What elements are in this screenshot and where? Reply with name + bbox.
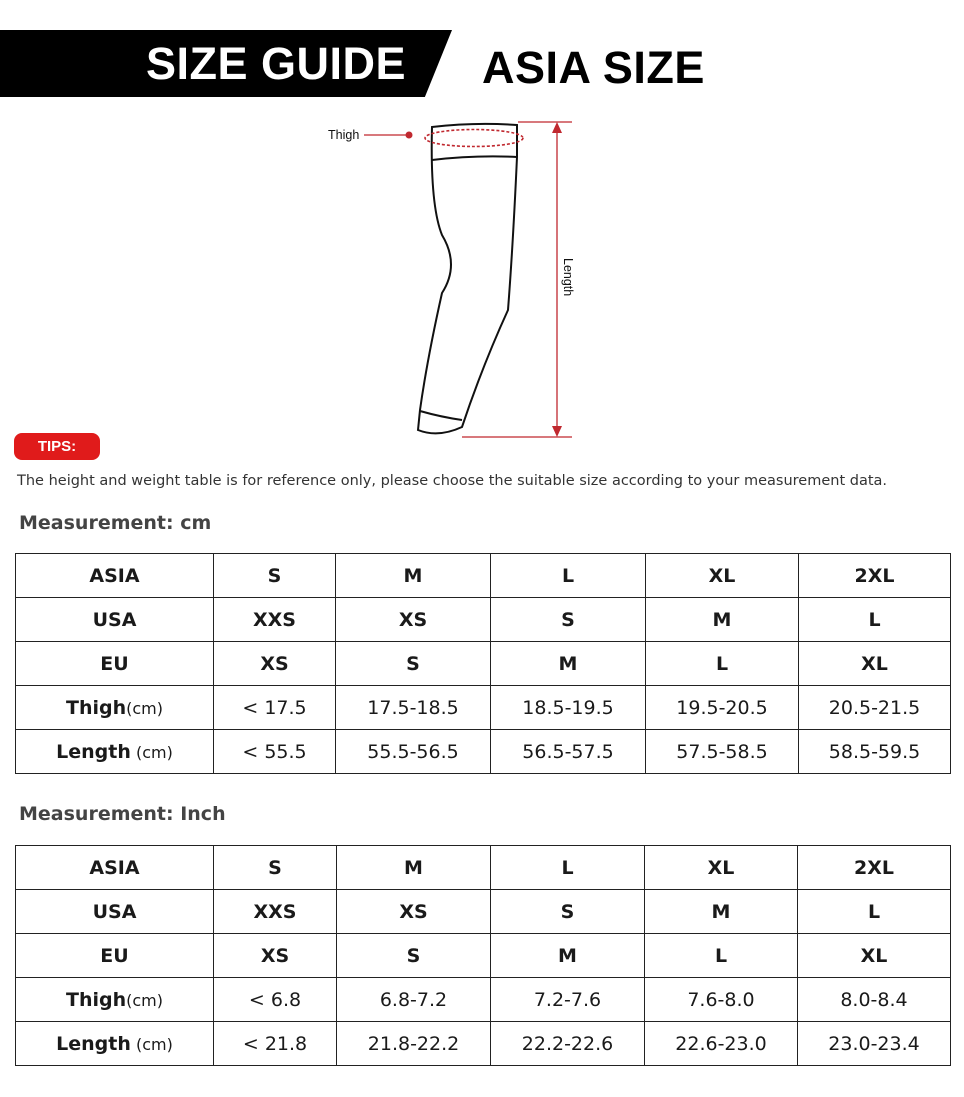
row-label-text: EU: [100, 652, 129, 675]
table-cell: 18.5-19.5: [491, 686, 646, 730]
row-label: [16, 934, 214, 978]
asia-size-title: ASIA SIZE: [482, 42, 705, 93]
table-cell: 55.5-56.5: [336, 730, 491, 774]
table-row: [16, 934, 951, 978]
table-cell: S: [336, 642, 491, 686]
row-label: [16, 686, 214, 730]
table-row: [16, 978, 951, 1022]
table-cell: 23.0-23.4: [798, 1022, 951, 1066]
table-cell: M: [336, 554, 491, 598]
table-cell: S: [214, 846, 337, 890]
table-cell: 58.5-59.5: [799, 730, 951, 774]
table-cell: M: [645, 890, 798, 934]
table-cell: < 55.5: [214, 730, 336, 774]
table-cell: < 21.8: [214, 1022, 337, 1066]
table-cell: 22.6-23.0: [645, 1022, 798, 1066]
table-cell: XXS: [214, 890, 337, 934]
banner-title: SIZE GUIDE: [146, 38, 407, 89]
row-label-text: Length: [56, 740, 131, 763]
table-cell: 8.0-8.4: [798, 978, 951, 1022]
table-cell: 2XL: [799, 554, 951, 598]
table-cell: L: [799, 598, 951, 642]
table-cell: 19.5-20.5: [646, 686, 799, 730]
sleeve-measurement-diagram: [300, 105, 640, 450]
table-cell: 22.2-22.6: [491, 1022, 645, 1066]
table-row: [16, 598, 951, 642]
row-unit: (cm): [126, 990, 163, 1010]
table-cell: 57.5-58.5: [646, 730, 799, 774]
table-cell: S: [491, 598, 646, 642]
table-row: [16, 730, 951, 774]
row-label-text: USA: [92, 608, 137, 631]
tips-notice: The height and weight table is for reference only, please choose the suitable size according to your measurement data.: [17, 473, 888, 489]
table-cell: S: [491, 890, 645, 934]
row-label: [16, 1022, 214, 1066]
row-label: [16, 890, 214, 934]
table-cell: L: [645, 934, 798, 978]
row-label: [16, 730, 214, 774]
table-cell: S: [214, 554, 336, 598]
table-row: [16, 554, 951, 598]
length-arrow-up-icon: [552, 122, 562, 133]
table-cell: M: [491, 934, 645, 978]
length-arrow-down-icon: [552, 426, 562, 437]
table-cell: XS: [337, 890, 491, 934]
row-label: [16, 642, 214, 686]
table-row: [16, 686, 951, 730]
table-cell: L: [798, 890, 951, 934]
row-label: [16, 554, 214, 598]
cm-size-table: [15, 553, 951, 774]
row-label-text: USA: [92, 900, 137, 923]
table-row: [16, 1022, 951, 1066]
row-label-text: ASIA: [89, 856, 140, 879]
row-label-text: Thigh: [65, 696, 127, 719]
table-cell: L: [646, 642, 799, 686]
table-cell: M: [491, 642, 646, 686]
thigh-label: Thigh: [328, 128, 360, 142]
table-cell: 7.2-7.6: [491, 978, 645, 1022]
table-cell: S: [337, 934, 491, 978]
table-cell: < 17.5: [214, 686, 336, 730]
row-label: [16, 598, 214, 642]
table-cell: XS: [336, 598, 491, 642]
row-label-text: EU: [100, 944, 129, 967]
table-row: [16, 642, 951, 686]
row-unit: (cm): [126, 698, 163, 718]
row-label-text: Length: [56, 1032, 131, 1055]
table-cell: XL: [646, 554, 799, 598]
length-label: Length: [561, 258, 575, 297]
table-cell: 21.8-22.2: [337, 1022, 491, 1066]
row-label: [16, 846, 214, 890]
table-cell: 6.8-7.2: [337, 978, 491, 1022]
table-cell: L: [491, 554, 646, 598]
table-cell: XS: [214, 642, 336, 686]
table-cell: 56.5-57.5: [491, 730, 646, 774]
table-cell: 20.5-21.5: [799, 686, 951, 730]
inch-table-title: Measurement: Inch: [19, 803, 226, 825]
row-label-text: ASIA: [89, 564, 140, 587]
row-unit: (cm): [130, 1034, 173, 1054]
table-row: [16, 890, 951, 934]
row-label-text: Thigh: [65, 988, 127, 1011]
cm-table-title: Measurement: cm: [19, 512, 212, 534]
sleeve-outline: [418, 124, 517, 433]
table-cell: XXS: [214, 598, 336, 642]
table-cell: M: [646, 598, 799, 642]
table-cell: 17.5-18.5: [336, 686, 491, 730]
table-cell: XL: [798, 934, 951, 978]
table-cell: XL: [799, 642, 951, 686]
table-cell: < 6.8: [214, 978, 337, 1022]
table-cell: L: [491, 846, 645, 890]
inch-size-table: [15, 845, 951, 1066]
table-cell: M: [337, 846, 491, 890]
table-cell: 7.6-8.0: [645, 978, 798, 1022]
table-cell: XL: [645, 846, 798, 890]
row-unit: (cm): [130, 742, 173, 762]
table-row: [16, 846, 951, 890]
tips-badge: TIPS:: [14, 433, 100, 460]
table-cell: 2XL: [798, 846, 951, 890]
row-label: [16, 978, 214, 1022]
table-cell: XS: [214, 934, 337, 978]
thigh-pointer-dot: [406, 132, 413, 139]
